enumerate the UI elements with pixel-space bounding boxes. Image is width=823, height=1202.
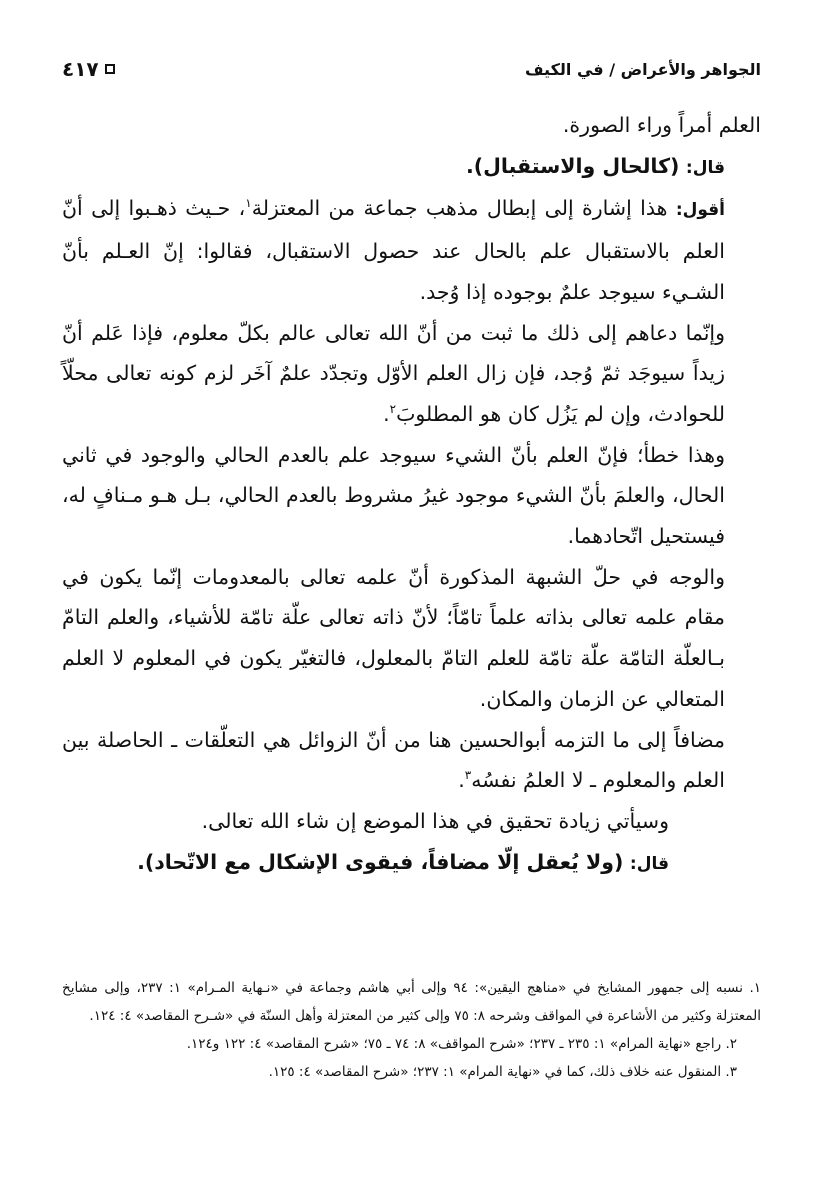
paragraph-4-end: . — [383, 401, 390, 426]
paragraph-8 — [62, 801, 761, 842]
paragraph-7-text: مضافاً إلى ما التزمه أبوالحسين هنا من أنّ الزوائل هي التعلّقات ـ الحاصلة بين العلم والمعلوم ـ لا العلمُ نفسُه — [62, 727, 725, 793]
footnotes — [62, 974, 761, 1086]
footnote-2: ٢. راجع «نهاية المرام» ١: ٢٣٥ ـ ٢٣٧؛ «شرح المواقف» ٨: ٧٤ ـ ٧٥؛ «شرح المقاصد» ٤: ١٢٢ و١٢٤. — [186, 1036, 737, 1052]
paragraph-8-text: وسيأتي زيادة تحقيق في هذا الموضع إن شاء الله تعالى. — [201, 808, 669, 833]
paragraph-1-text: العلم أمراً وراء الصورة. — [562, 113, 761, 137]
paragraph-2 — [62, 146, 761, 189]
paragraph-7-end: . — [458, 768, 465, 793]
footnote-3: ٣. المنقول عنه خلاف ذلك، كما في «نهاية المرام» ١: ٢٣٧؛ «شرح المقاصد» ٤: ١٢٥. — [268, 1064, 737, 1080]
matn-text-2: (ولا يُعقل إلّا مضافاً، فيقوى الإشكال مع الاتّحاد). — [137, 849, 624, 874]
page-number-box — [62, 57, 115, 81]
paragraph-6-text: والوجه في حلّ الشبهة المذكورة أنّ علمه تعالى بالمعدومات إنّما يكون في مقام علمه تعالى بذاته علماً تامّاً؛ لأنّ ذاته تعالى علّة تامّة للأشياء، والعلم التامّ بـالعلّة التامّة علّة تامّة للعلم التامّ بالمعلول، فالتغيّر يكون في المعلوم لا العلم المتعالي عن الزمان والمكان. — [62, 564, 725, 711]
square-marker-icon — [105, 64, 115, 74]
running-title: الجواهر والأعراض / في الكيف — [525, 59, 761, 79]
footnote-ref-3[interactable]: ٣ — [464, 768, 472, 783]
main-text — [62, 105, 761, 884]
qala-label-2: قال: — [629, 853, 669, 874]
paragraph-4 — [62, 313, 761, 435]
paragraph-9 — [62, 842, 761, 885]
paragraph-4-text: وإنّما دعاهم إلى ذلك ما ثبت من أنّ الله تعالى عالم بكلّ معلوم، فإذا عَلم أنّ زيداً سيوجَد ثمّ وُجد، فإن زال العلم الأوّل وتجدّد علمٌ آخَر لزم كونه تعالى محلّاً للحوادث، وإن لم يَزُل كان هو المطلوبَ — [62, 320, 725, 426]
qala-label: قال: — [685, 157, 725, 178]
paragraph-5-text: وهذا خطأ؛ فإنّ العلم بأنّ الشيء سيوجد علم بالعدم الحالي والوجود في ثاني الحال، والعلمَ بأنّ الشيء موجود غيرُ مشروط بالعدم الحالي، بـل هـو مـنافٍ له، فيستحيل اتّحادهما. — [62, 442, 725, 549]
paragraph-3-text-2: ، حـيث ذهـبوا إلى أنّ العلم بالاستقبال علم بالحال عند حصول الاستقبال، فقالوا: إنّ العـلم بأنّ الشـيء سيوجد علمٌ بوجوده إذا وُجد. — [62, 196, 725, 304]
paragraph-7 — [62, 720, 761, 801]
footnote-ref-2[interactable]: ٢ — [389, 402, 397, 417]
page-header — [62, 52, 761, 86]
paragraph-3-text: هذا إشارة إلى إبطال مذهب جماعة من المعتزلة — [251, 196, 668, 221]
paragraph-5 — [62, 435, 761, 557]
aqulu-label: أقول: — [675, 200, 725, 221]
page-number: ٤١٧ — [62, 57, 99, 81]
paragraph-3 — [62, 188, 761, 312]
paragraph-6 — [62, 557, 761, 720]
footnote-ref-1[interactable]: ١ — [245, 196, 252, 211]
paragraph-1 — [62, 105, 761, 146]
footnote-1: ١. نسبه إلى جمهور المشايخ في «مناهج اليقين»: ٩٤ وإلى أبي هاشم وجماعة في «نـهاية المـرام» ١: ٢٣٧، وإلى مشايخ المعتزلة وكثير من الأشاعرة في المواقف وشرحه ٨: ٧٥ وإلى كثير من المعتزلة وأهل السنّة في «شـرح المقاصد» ٤: ١٢٤. — [62, 980, 762, 1024]
matn-text: (كالحال والاستقبال). — [465, 153, 680, 178]
